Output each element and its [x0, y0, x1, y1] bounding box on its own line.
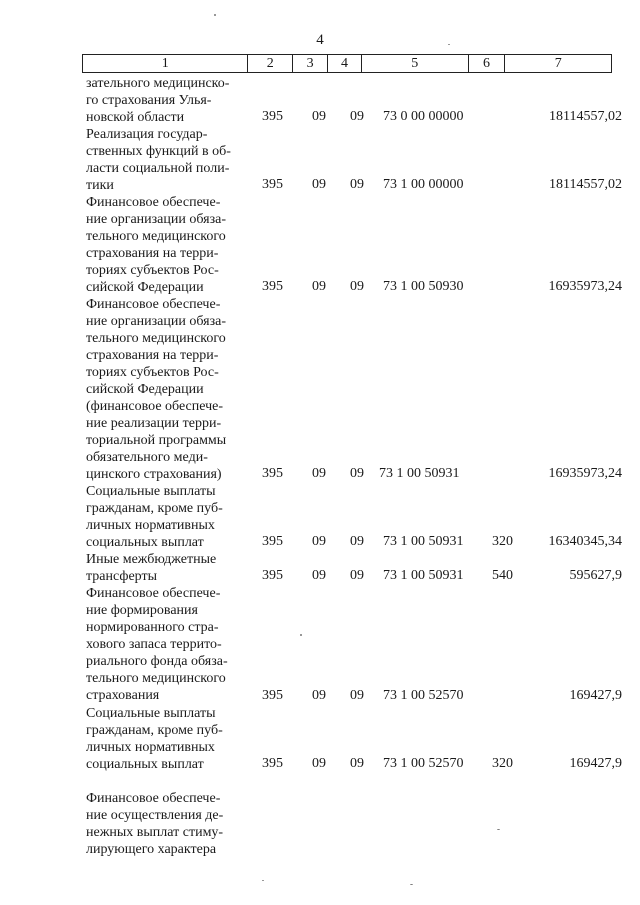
row-description: Финансовое обеспече- ние организации обяза- тельного медицинского страхования на терри- ториях субъектов Рос- сийской Федерации (финансовое обеспече- ние реализации терри- ториальной программы обязательного меди- цинского страхования)	[86, 297, 227, 482]
row-target-article: 73 1 00 50931	[379, 466, 460, 481]
row-description: Финансовое обеспече- ние формирования нормированного стра- хового запаса террито- риального фонда обяза- тельного медицинского страхования	[86, 586, 228, 703]
row-target-article: 73 1 00 50931	[383, 568, 464, 583]
row-section: 09	[312, 568, 326, 583]
table-header-row	[82, 54, 612, 73]
row-description: Финансовое обеспече- ние организации обяза- тельного медицинского страхования на терри- ториях субъектов Рос- сийской Федерации	[86, 195, 226, 295]
row-subsection: 09	[350, 109, 364, 124]
scan-speck	[262, 880, 264, 881]
row-subsection: 09	[350, 534, 364, 549]
scan-speck	[497, 829, 500, 830]
scan-speck	[410, 884, 413, 885]
scan-speck	[448, 44, 450, 45]
row-admin-code: 395	[262, 568, 283, 583]
row-section: 09	[312, 177, 326, 192]
column-header-5: 5	[362, 55, 469, 72]
row-admin-code: 395	[262, 177, 283, 192]
row-section: 09	[312, 109, 326, 124]
row-admin-code: 395	[262, 688, 283, 703]
row-admin-code: 395	[262, 756, 283, 771]
row-amount: 16340345,34	[548, 534, 622, 549]
row-subsection: 09	[350, 756, 364, 771]
row-expense-type: 320	[492, 756, 513, 771]
column-header-3: 3	[293, 55, 328, 72]
row-target-article: 73 1 00 50930	[383, 279, 464, 294]
row-amount: 16935973,24	[548, 466, 622, 481]
row-description: Иные межбюджетные трансферты	[86, 552, 217, 584]
scan-speck	[214, 14, 216, 16]
row-admin-code: 395	[262, 109, 283, 124]
row-amount: 595627,9	[569, 568, 622, 583]
row-description: Финансовое обеспече- ние осуществления де- нежных выплат стиму- лирующего характера	[86, 791, 224, 857]
row-subsection: 09	[350, 279, 364, 294]
row-expense-type: 320	[492, 534, 513, 549]
row-description: Социальные выплаты гражданам, кроме пуб- личных нормативных социальных выплат	[86, 484, 223, 550]
row-amount: 169427,9	[569, 756, 622, 771]
scan-speck	[300, 634, 302, 636]
column-header-6: 6	[469, 55, 506, 72]
column-header-1: 1	[83, 55, 248, 72]
row-expense-type: 540	[492, 568, 513, 583]
row-subsection: 09	[350, 568, 364, 583]
row-description: Социальные выплаты гражданам, кроме пуб- личных нормативных социальных выплат	[86, 706, 223, 772]
column-header-2: 2	[248, 55, 293, 72]
row-target-article: 73 1 00 00000	[383, 177, 464, 192]
row-amount: 169427,9	[569, 688, 622, 703]
row-amount: 18114557,02	[549, 109, 622, 124]
column-header-7: 7	[554, 56, 562, 71]
row-section: 09	[312, 466, 326, 481]
row-target-article: 73 0 00 00000	[383, 109, 464, 124]
row-section: 09	[312, 688, 326, 703]
row-amount: 16935973,24	[548, 279, 622, 294]
row-admin-code: 395	[262, 279, 283, 294]
row-amount: 18114557,02	[549, 177, 622, 192]
row-admin-code: 395	[262, 466, 283, 481]
row-description: Реализация государ- ственных функций в об- ласти социальной поли- тики	[86, 127, 231, 193]
row-section: 09	[312, 756, 326, 771]
row-admin-code: 395	[262, 534, 283, 549]
column-header-4: 4	[328, 55, 362, 72]
row-section: 09	[312, 534, 326, 549]
page-number: 4	[316, 32, 324, 48]
row-description: зательного медицинско- го страхования Улья- новской области	[86, 76, 230, 125]
row-target-article: 73 1 00 52570	[383, 688, 464, 703]
row-subsection: 09	[350, 466, 364, 481]
row-subsection: 09	[350, 177, 364, 192]
row-subsection: 09	[350, 688, 364, 703]
row-target-article: 73 1 00 50931	[383, 534, 464, 549]
row-section: 09	[312, 279, 326, 294]
row-target-article: 73 1 00 52570	[383, 756, 464, 771]
